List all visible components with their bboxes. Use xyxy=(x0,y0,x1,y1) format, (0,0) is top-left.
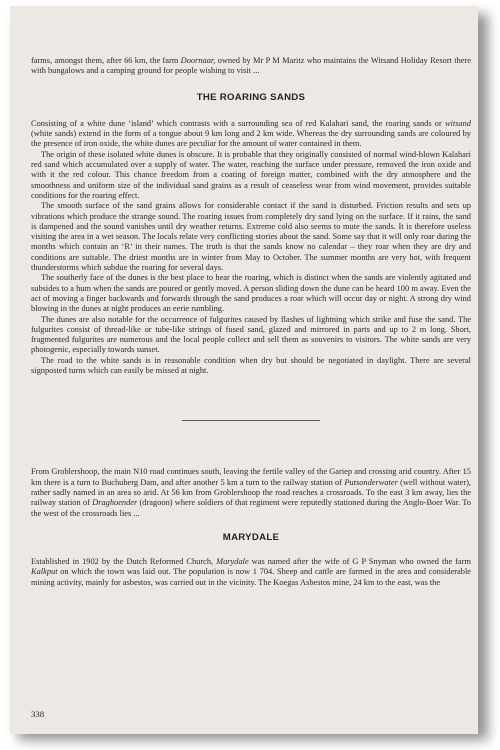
roaring-sands-paragraph-1: Consisting of a white dune ‘island’ which contrasts with a surrounding sea of red Kalahari sand, the roaring sands or witsand (white sands) extend in the form of a tongue about 9 km long and 2 km wide. Whereas the dry surrounding sands are coloured by the presence of iron oxide, the white dunes are peculiar for the amount of water contained in them. xyxy=(31,118,471,149)
roaring-sands-paragraph-3: The smooth surface of the sand grains allows for considerable contact if the sand is disturbed. Friction results and sets up vibrations which produce the strange sound. The roaring issues from completely dry sand lying on the surface. If it rains, the sand is dampened and the sound vanishes until dry weather returns. Extreme cold also seems to mute the sands. It is therefore useless visiting the area in a wet season. The locals relate very conflicting stories about the sand. Some say that it will only roar during the months which contain an ‘R’ in their names. The truth is that the sands know no calendar – they roar when they are dry and conditions are suitable. The driest months are in winter from May to October. The summer months are very hot, with frequent thunderstorms which subdue the roaring for several days. xyxy=(31,201,471,273)
page-number: 338 xyxy=(31,709,45,719)
roaring-sands-paragraph-2: The origin of these isolated white dunes is obscure. It is probable that they originally consisted of normal wind-blown Kalahari red sand which accumulated over a supply of water. The water, reaching the surface under pressure, removed the iron oxide and with it the red colour. This chance freedom from a coating of foreign matter, combined with the dry atmosphere and the smoothness and uniform size of the individual sand grains as a result of ceaseless wear from wind movement, provides suitable conditions for the roaring effect. xyxy=(31,149,471,200)
groblershoop-paragraph: From Groblershoop, the main N10 road continues south, leaving the fertile valley of the Gariep and crossing arid country. After 15 km there is a turn to Buchuberg Dam, and after another 5 km a turn to the railway station of Putsonderwater (well without water), rather sadly named in an area so arid. At 56 km from Groblershoop the road reaches a crossroads. To the east 3 km away, lies the railway station of Draghoender (dragoon) where soldiers of that regiment were reputedly stationed during the Anglo-Boer War. To the west of the crossroads lies ... xyxy=(31,467,471,518)
section-heading-marydale: MARYDALE xyxy=(222,531,280,543)
book-page xyxy=(10,6,478,734)
section-divider xyxy=(182,420,320,421)
roaring-sands-paragraph-6: The road to the white sands is in reasonable condition when dry but should be negotiated in daylight. There are several signposted turns which can easily be missed at night. xyxy=(31,355,471,376)
roaring-sands-paragraph-5: The dunes are also notable for the occurrence of fulgurites caused by flashes of lightning which strike and fuse the sand. The fulgurites consist of thread-like or tube-like strings of fused sand, glazed and mirrored in parts and up to 2 m long. Short, fragmented fulgurites are numerous and the local people collect and sell them as souvenirs to visitors. The white sands are very photogenic, especially towards sunset. xyxy=(31,314,471,355)
page-content xyxy=(31,56,471,588)
marydale-paragraph: Established in 1902 by the Dutch Reformed Church, Marydale was named after the wife of G P Snyman who owned the farm Kalkput on which the town was laid out. The population is now 1 704. Sheep and cattle are farmed in the area and considerable mining activity, mainly for asbestos, was carried out in the vicinity. The Koegas Asbestos mine, 24 km to the east, was the xyxy=(31,557,471,587)
roaring-sands-paragraph-4: The southerly face of the dunes is the best place to hear the roaring, which is distinct when the sands are violently agitated and subsides to a hum when the sands are poured or gently moved. A person sliding down the dune can be heard 100 m away. Even the act of moving a finger backwards and forwards through the sand produces a roar which will occur day or night. A strong dry wind blowing in the dunes at night produces an eerie rumbling. xyxy=(31,273,471,314)
intro-paragraph: farms, amongst them, after 66 km, the farm Doornaar, owned by Mr P M Maritz who maintains the Witsand Holiday Resort there with bungalows and a camping ground for people wishing to visit ... xyxy=(31,56,472,76)
section-heading-roaring-sands: THE ROARING SANDS xyxy=(196,91,306,103)
